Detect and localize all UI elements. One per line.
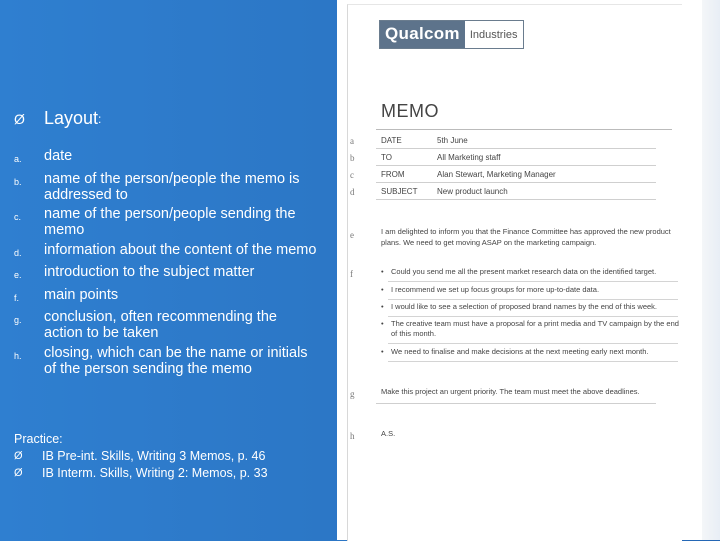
item-text: main points [44, 286, 119, 303]
list-item [14, 148, 319, 167]
margin-letter-e: e [350, 230, 354, 240]
memo-field-from [381, 170, 556, 179]
divider [388, 343, 678, 344]
list-item [14, 171, 319, 203]
divider [376, 148, 656, 149]
margin-letter-f: f [350, 269, 353, 279]
margin-letter-c: c [350, 170, 354, 180]
margin-letter-b: b [350, 153, 355, 163]
practice-item [14, 448, 268, 465]
layout-item-list [14, 148, 319, 380]
margin-letter-d: d [350, 187, 355, 197]
memo-bullet: • The creative team must have a proposal for a print media and TV campaign by the end of this month. [381, 319, 681, 339]
divider [376, 199, 656, 200]
layout-heading-text: Layout [44, 108, 99, 128]
bullet-text: I would like to see a selection of proposed brand names by the end of this week. [391, 302, 657, 311]
arrow-bullet-icon: Ø [14, 450, 23, 462]
field-key: FROM [381, 170, 405, 179]
list-item [14, 287, 319, 306]
item-text: date [44, 148, 73, 164]
list-item [14, 242, 319, 261]
field-key: SUBJECT [381, 187, 418, 196]
bullet-text: We need to finalise and make decisions at the next meeting early next month. [391, 347, 649, 356]
item-letter: c. [14, 212, 22, 222]
item-letter: e. [14, 270, 22, 280]
practice-text: IB Interm. Skills, Writing 2: Memos, p. 33 [42, 466, 268, 480]
bullet-text: Could you send me all the present market research data on the identified target. [391, 267, 657, 276]
memo-field-date [381, 136, 468, 145]
practice-text: IB Pre-int. Skills, Writing 3 Memos, p. 46 [42, 449, 266, 463]
item-text: closing, which can be the name or initials of the person sending the memo [44, 344, 308, 377]
divider [388, 299, 678, 300]
layout-heading-colon: : [98, 111, 102, 126]
list-item [14, 264, 319, 283]
memo-bullet: • Could you send me all the present market research data on the identified target. [381, 267, 657, 276]
page-edge [702, 0, 720, 540]
item-text: information about the content of the memo [44, 241, 317, 258]
field-key: DATE [381, 136, 402, 145]
divider [376, 129, 672, 130]
field-value: New product launch [437, 187, 508, 196]
margin-letter-a: a [350, 136, 354, 146]
item-text: name of the person/people sending the memo [44, 206, 296, 238]
logo-suffix: Industries [465, 21, 523, 48]
item-letter: b. [14, 176, 22, 187]
memo-paper [347, 4, 682, 541]
divider [388, 281, 678, 282]
slide-text-panel [0, 0, 325, 540]
item-letter: f. [14, 292, 20, 303]
memo-field-to [381, 153, 500, 162]
field-value: Alan Stewart, Marketing Manager [437, 170, 556, 179]
divider [376, 182, 656, 183]
list-item [14, 206, 319, 238]
divider [376, 165, 656, 166]
item-letter: h. [14, 350, 22, 361]
arrow-bullet-icon: Ø [14, 467, 23, 479]
practice-section [14, 431, 268, 482]
field-key: TO [381, 153, 392, 162]
arrow-bullet-icon: Ø [14, 110, 25, 127]
divider [376, 403, 656, 404]
layout-heading [14, 108, 101, 129]
item-text: conclusion, often recommending the action to be taken [44, 309, 277, 341]
divider [388, 361, 678, 362]
margin-letter-g: g [350, 389, 355, 399]
memo-field-subject [381, 187, 508, 196]
memo-example-image [337, 0, 720, 540]
bullet-text: The creative team must have a proposal for a print media and TV campaign by the end of this month. [391, 319, 679, 338]
memo-closing: A.S. [381, 429, 396, 438]
item-letter: g. [14, 315, 22, 325]
item-text: name of the person/people the memo is addressed to [44, 170, 300, 203]
divider [388, 316, 678, 317]
practice-title: Practice: [14, 432, 63, 446]
memo-title: MEMO [381, 101, 439, 121]
memo-bullet: • I would like to see a selection of proposed brand names by the end of this week. [381, 302, 657, 311]
list-item [14, 345, 319, 377]
logo-brand: Qualcom [380, 21, 465, 48]
bullet-text: I recommend we set up focus groups for more up-to-date data. [391, 285, 600, 294]
margin-letter-h: h [350, 431, 355, 441]
qualcom-logo [379, 20, 524, 49]
memo-intro: I am delighted to inform you that the Finance Committee has approved the new product plans. We need to get moving ASAP on the marketing campaign. [381, 227, 671, 247]
memo-conclusion: Make this project an urgent priority. The team must meet the above deadlines. [381, 387, 640, 396]
list-item [14, 309, 319, 341]
memo-bullet: • We need to finalise and make decisions at the next meeting early next month. [381, 347, 649, 356]
practice-item [14, 465, 268, 482]
item-text: introduction to the subject matter [44, 264, 255, 280]
item-letter: a. [14, 154, 22, 164]
field-value: All Marketing staff [437, 153, 501, 162]
field-value: 5th June [437, 136, 468, 145]
memo-bullet: • I recommend we set up focus groups for more up-to-date data. [381, 285, 600, 294]
item-letter: d. [14, 247, 22, 258]
